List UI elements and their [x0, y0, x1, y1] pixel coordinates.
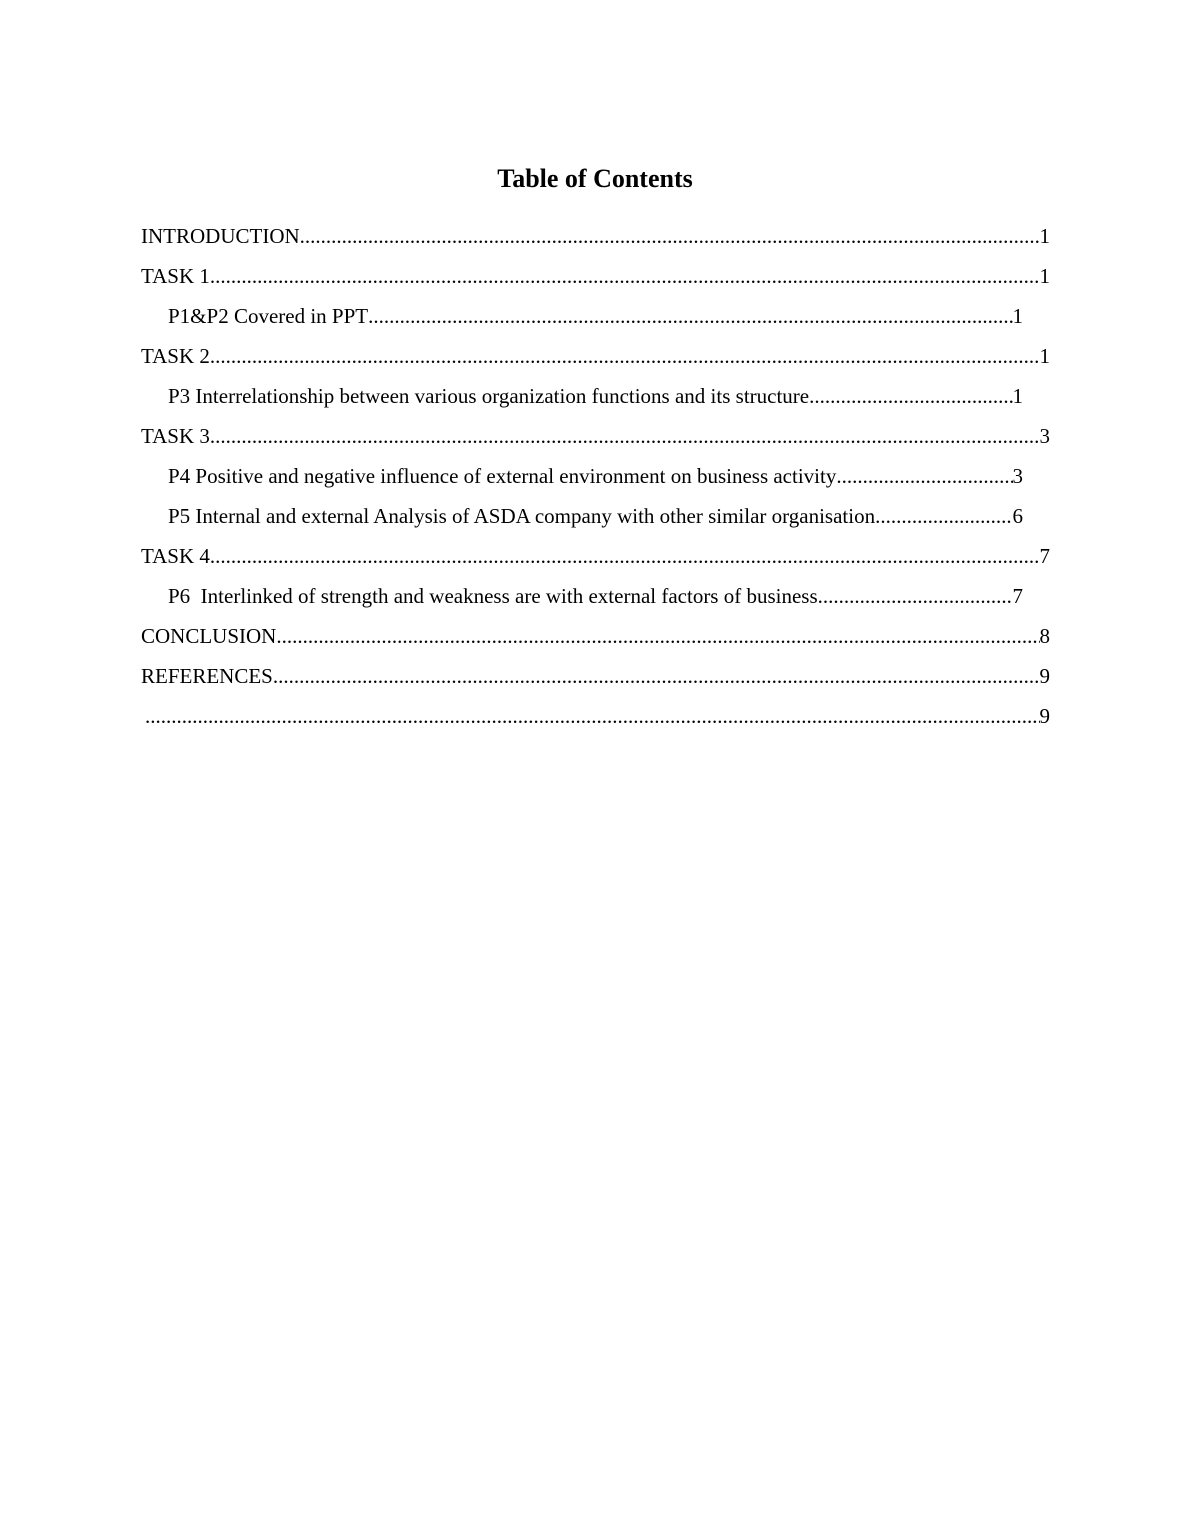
toc-dot-leader	[210, 538, 1040, 574]
toc-page-number: 1	[1039, 224, 1050, 248]
toc-dot-leader	[145, 698, 1040, 734]
toc-entry-label: TASK 3	[141, 424, 210, 448]
toc-dot-leader	[210, 418, 1040, 454]
toc-page-number: 1	[1012, 304, 1023, 328]
toc-entry-label: P1&P2 Covered in PPT	[168, 304, 369, 328]
toc-page-number: 9	[1039, 664, 1050, 688]
toc-entry-conclusion[interactable]	[141, 618, 1050, 654]
toc-entry-label: P6 Interlinked of strength and weakness are with external factors of business	[168, 584, 818, 608]
toc-dot-leader	[210, 338, 1040, 374]
toc-entry-p6[interactable]	[168, 578, 1023, 614]
toc-page-number: 6	[1012, 504, 1023, 528]
toc-page-number: 8	[1039, 624, 1050, 648]
toc-entry-task-1[interactable]	[141, 258, 1050, 294]
toc-dot-leader	[276, 618, 1039, 654]
toc-entry-task-4[interactable]	[141, 538, 1050, 574]
toc-dot-leader	[809, 378, 1012, 414]
toc-dot-leader	[210, 258, 1040, 294]
toc-entry-label: TASK 4	[141, 544, 210, 568]
toc-entry-task-3[interactable]	[141, 418, 1050, 454]
toc-page-number: 1	[1012, 384, 1023, 408]
toc-page-number: 7	[1039, 544, 1050, 568]
toc-page-number: 3	[1012, 464, 1023, 488]
toc-entry-label: REFERENCES	[141, 664, 273, 688]
toc-entry-label: TASK 2	[141, 344, 210, 368]
toc-page-number: 1	[1039, 264, 1050, 288]
toc-entry-label: TASK 1	[141, 264, 210, 288]
toc-dot-leader	[273, 658, 1040, 694]
toc-dot-leader	[875, 498, 1012, 534]
toc-entry-p1-p2[interactable]	[168, 298, 1023, 334]
toc-dot-leader	[836, 458, 1012, 494]
toc-entry-introduction[interactable]	[141, 218, 1050, 254]
toc-entry-label: CONCLUSION	[141, 624, 277, 648]
toc-dot-leader	[818, 578, 1013, 614]
toc-page-number: 9	[1039, 704, 1050, 728]
toc-entry-label: INTRODUCTION	[141, 224, 300, 248]
toc-dot-leader	[368, 298, 1012, 334]
toc-page-number: 3	[1039, 424, 1050, 448]
toc-entry-p5[interactable]	[168, 498, 1023, 534]
toc-entry-references[interactable]	[141, 658, 1050, 694]
toc-dot-leader	[300, 218, 1040, 254]
toc-entry-untitled[interactable]	[145, 698, 1050, 734]
toc-entry-label: P5 Internal and external Analysis of ASDA company with other similar organisation	[168, 504, 876, 528]
toc-entry-label: P3 Interrelationship between various organization functions and its structure	[168, 384, 810, 408]
toc-entry-task-2[interactable]	[141, 338, 1050, 374]
toc-page-number: 7	[1012, 584, 1023, 608]
toc-page-number: 1	[1039, 344, 1050, 368]
toc-title: Table of Contents	[497, 164, 693, 193]
toc-entry-p4[interactable]	[168, 458, 1023, 494]
toc-entry-label: P4 Positive and negative influence of external environment on business activity	[168, 464, 837, 488]
toc-entry-p3[interactable]	[168, 378, 1023, 414]
